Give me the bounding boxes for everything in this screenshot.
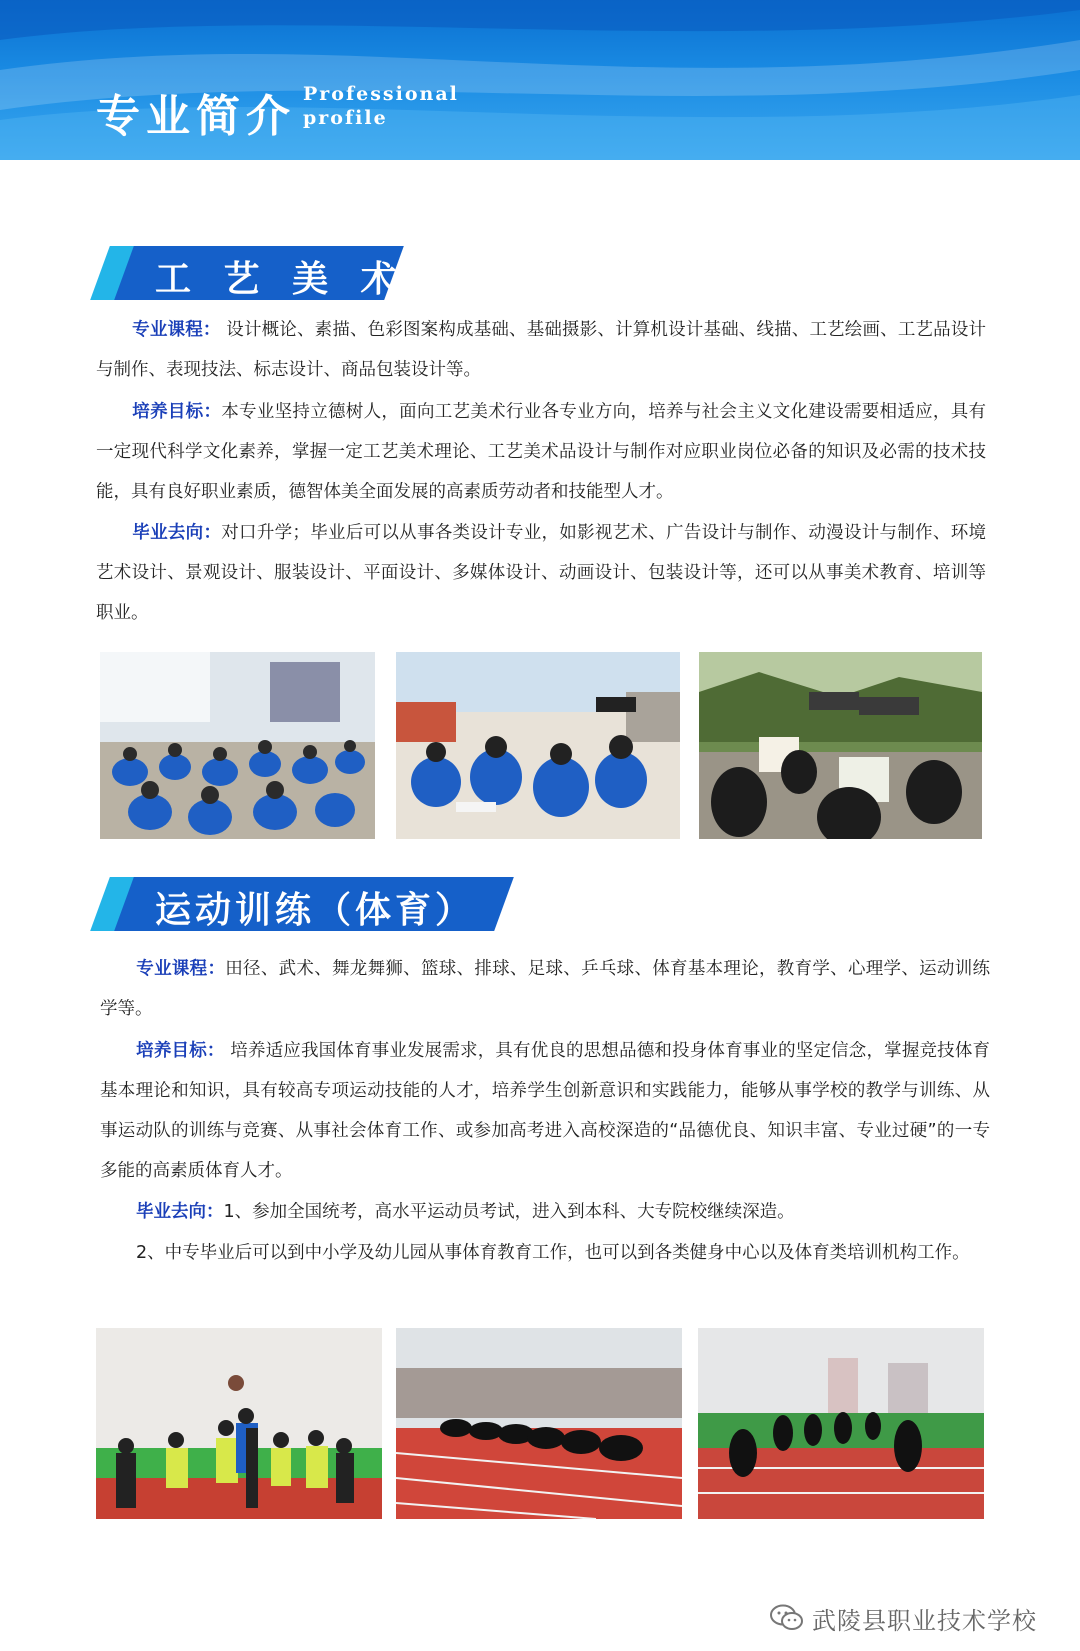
- photo-art-classroom: [100, 652, 375, 839]
- text-goals: 培养适应我国体育事业发展需求，具有优良的思想品德和投身体育事业的坚定信念，掌握竞技体育基本理论和知识，具有较高专项运动技能的人才，培养学生创新意识和实践能力，能够从事学校的教学与训练、从事运动队的训练与竞赛、从事社会体育工作、或参加高考进入高校深造的“品德优良、知识丰富、专业过硬”的一专多能的高素质体育人才。: [100, 1041, 991, 1181]
- photo-art-outdoor-sketch: [396, 652, 680, 839]
- paragraph-sports-careers-1: [100, 1192, 990, 1232]
- label-goals: 培养目标：: [136, 1041, 225, 1061]
- photo-art-village-painting: [699, 652, 982, 839]
- page-header: [0, 0, 1080, 160]
- section-title: 运动训练（体育）: [155, 890, 476, 931]
- subtitle-line-2: profile: [303, 107, 388, 129]
- subtitle-line-1: Professional: [303, 83, 459, 105]
- text-courses: 田径、武术、舞龙舞狮、篮球、排球、足球、乒乓球、体育基本理论，教育学、心理学、运动训练学等。: [100, 959, 990, 1019]
- section-banner-sports-training: [100, 877, 510, 931]
- text-careers-1: 1、参加全国统考，高水平运动员考试，进入到本科、大专院校继续深造。: [223, 1202, 795, 1222]
- page-subtitle: [303, 82, 459, 130]
- photo-sports-running: [698, 1328, 984, 1519]
- paragraph-courses: [96, 310, 986, 390]
- footer-account-name: 武陵县职业技术学校: [812, 1606, 1037, 1635]
- section-title: 工 艺 美 术: [155, 259, 407, 300]
- text-careers: 对口升学；毕业后可以从事各类设计专业，如影视艺术、广告设计与制作、动漫设计与制作、环境艺术设计、景观设计、服装设计、平面设计、多媒体设计、动画设计、包装设计等，还可以从事美术教育、培训等职业。: [96, 523, 986, 623]
- page-title: 专业简介: [96, 91, 296, 142]
- footer-account: [770, 1598, 1037, 1638]
- paragraph-sports-goals: [100, 1031, 990, 1191]
- paragraph-sports-careers-2: [100, 1233, 990, 1273]
- paragraph-goals: [96, 392, 986, 512]
- section-banner-craft-art: [100, 246, 407, 300]
- wechat-icon: [770, 1604, 804, 1632]
- text-careers-2: 2、中专毕业后可以到中小学及幼儿园从事体育教育工作，也可以到各类健身中心以及体育类培训机构工作。: [136, 1243, 970, 1263]
- paragraph-sports-courses: [100, 949, 990, 1029]
- text-goals: 本专业坚持立德树人，面向工艺美术行业各专业方向，培养与社会主义文化建设需要相适应，具有一定现代科学文化素养，掌握一定工艺美术理论、工艺美术品设计与制作对应职业岗位必备的知识及必需的技术技能，具有良好职业素质，德智体美全面发展的高素质劳动者和技能型人才。: [96, 402, 986, 502]
- text-courses: 设计概论、素描、色彩图案构成基础、基础摄影、计算机设计基础、线描、工艺绘画、工艺品设计与制作、表现技法、标志设计、商品包装设计等。: [96, 320, 987, 380]
- label-courses: 专业课程：: [136, 959, 226, 979]
- photo-sports-sprint-start: [396, 1328, 682, 1519]
- photo-sports-basketball: [96, 1328, 382, 1519]
- label-careers: 毕业去向：: [132, 523, 222, 543]
- paragraph-careers: [96, 513, 986, 633]
- label-courses: 专业课程：: [132, 320, 221, 340]
- label-goals: 培养目标：: [132, 402, 222, 422]
- label-careers: 毕业去向：: [136, 1202, 224, 1222]
